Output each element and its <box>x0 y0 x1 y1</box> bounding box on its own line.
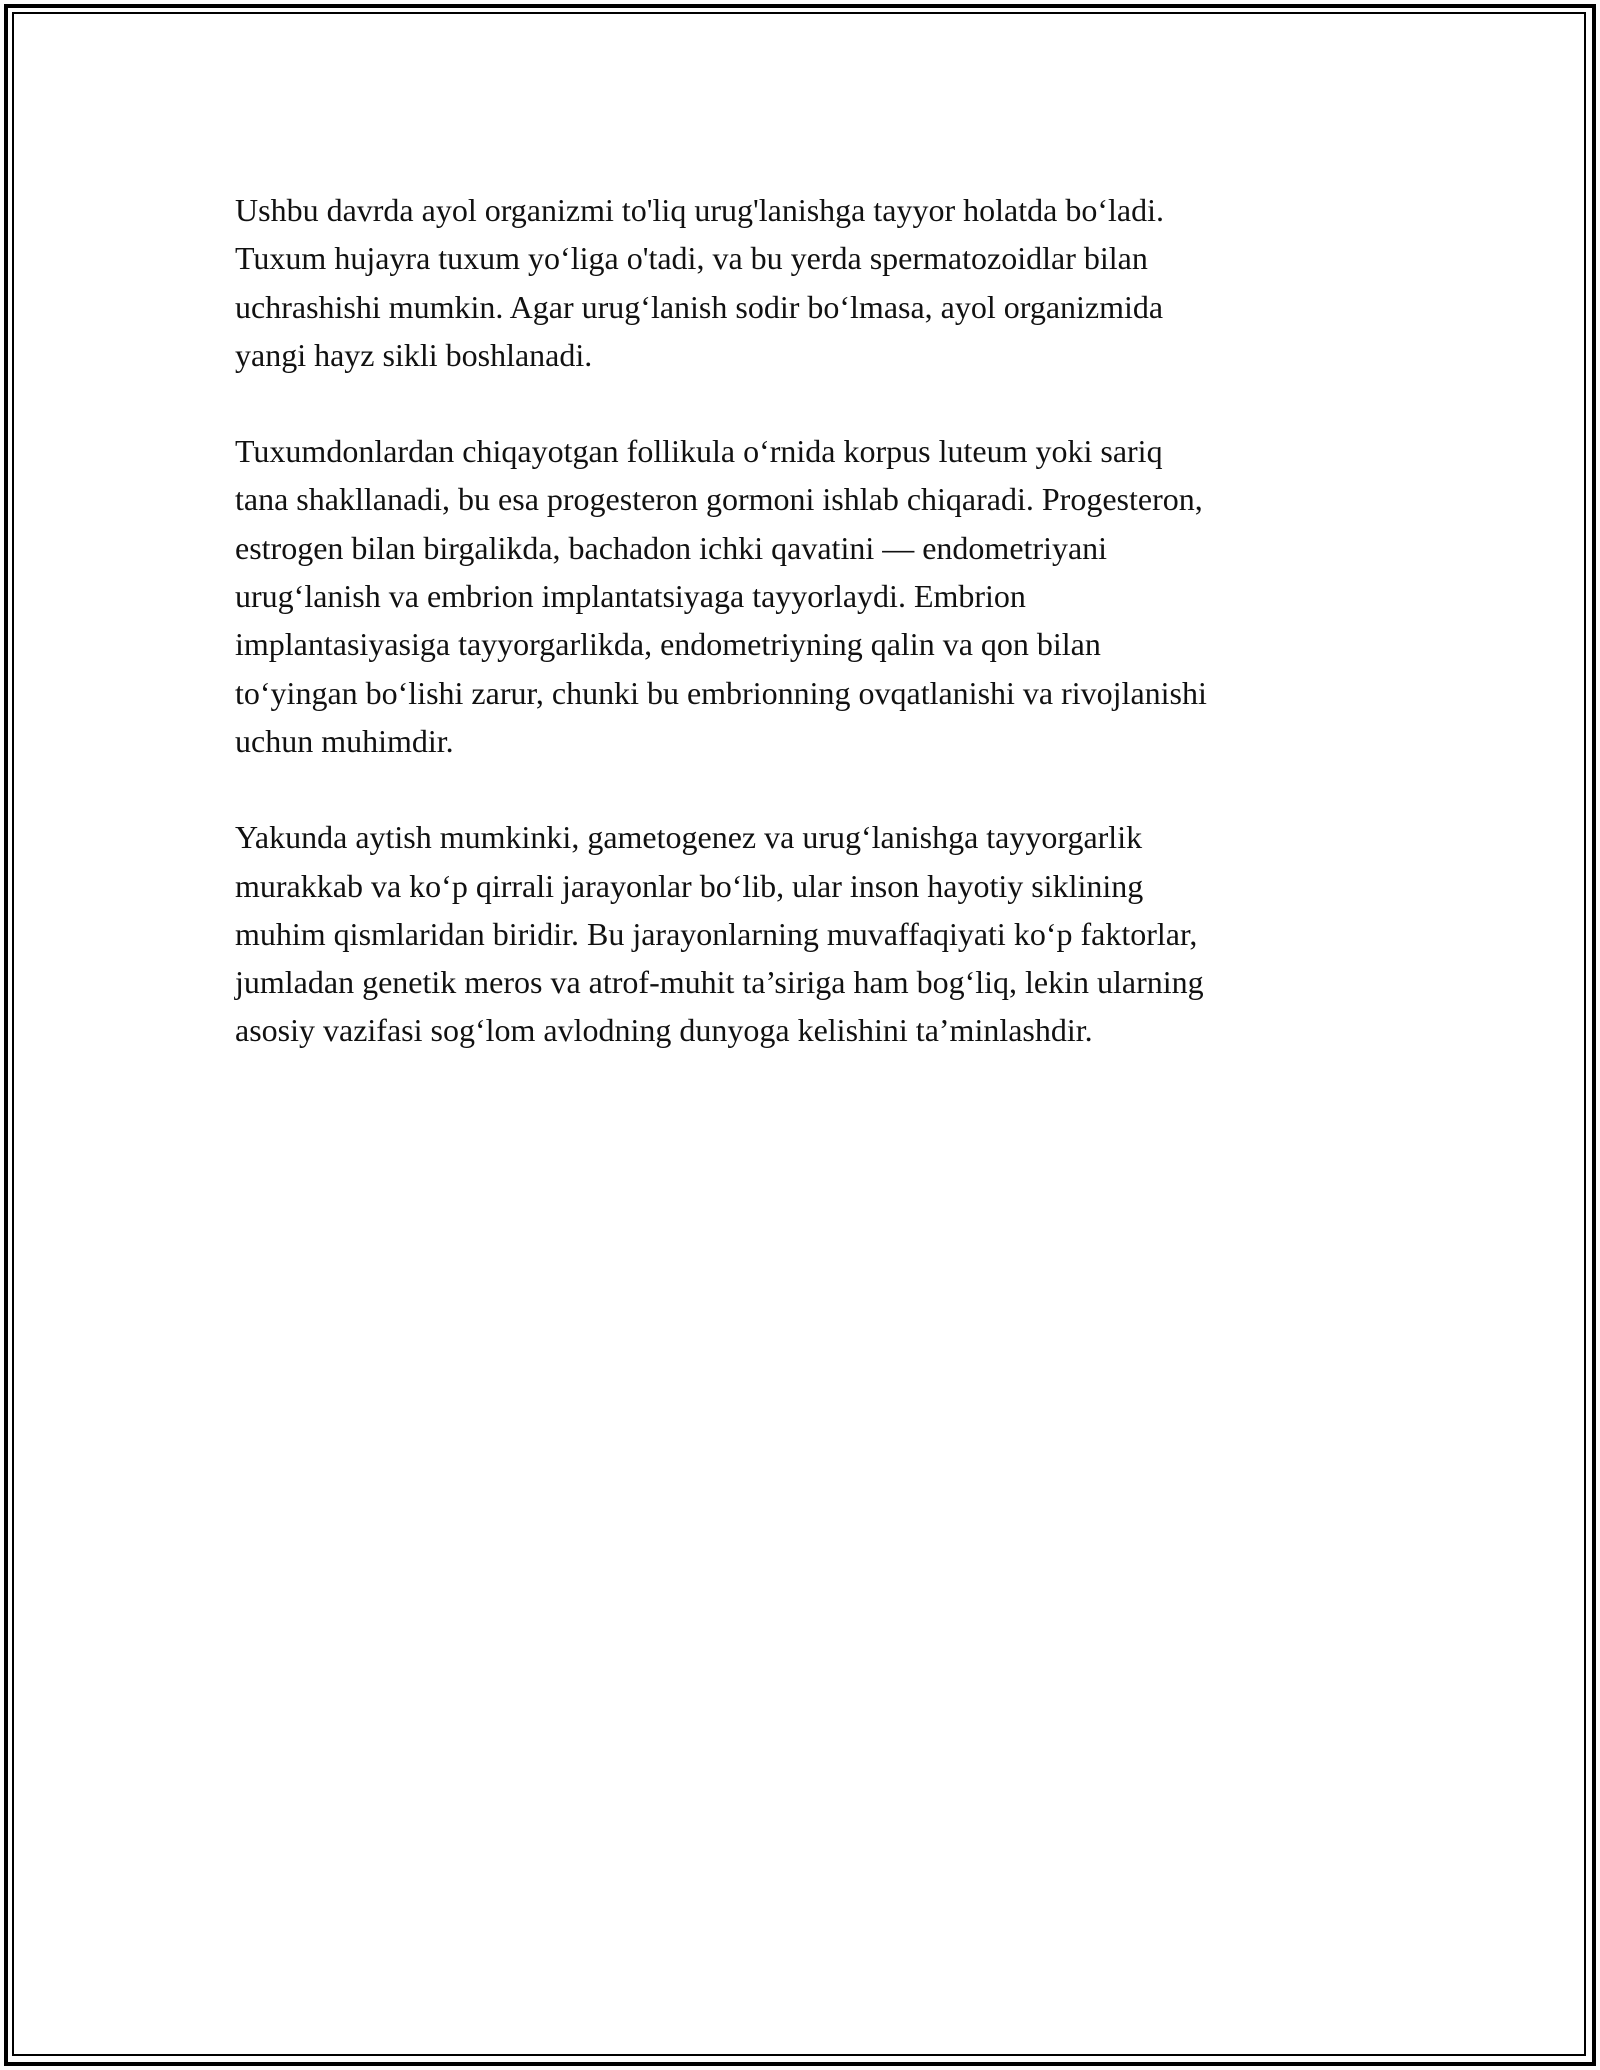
document-body <box>235 186 1365 1103</box>
paragraph-line: estrogen bilan birgalikda, bachadon ichki qavatini — endometriyani <box>235 529 1108 566</box>
paragraph-2 <box>235 427 1365 765</box>
paragraph-line: to‘yingan bo‘lishi zarur, chunki bu embrionning ovqatlanishi va rivojlanishi <box>235 674 1207 711</box>
paragraph-line: Yakunda aytish mumkinki, gametogenez va urug‘lanishga tayyorgarlik <box>235 819 1143 856</box>
paragraph-line: uchrashishi mumkin. Agar urug‘lanish sodir bo‘lmasa, ayol organizmida <box>235 288 1164 325</box>
paragraph-line: implantasiyasiga tayyorgarlikda, endometriyning qalin va qon bilan <box>235 626 1101 663</box>
paragraph-line: tana shakllanadi, bu esa progesteron gormoni ishlab chiqaradi. Progesteron, <box>235 481 1203 518</box>
paragraph-line: Tuxumdonlardan chiqayotgan follikula o‘rnida korpus luteum yoki sariq <box>235 433 1163 470</box>
paragraph-line: urug‘lanish va embrion implantatsiyaga tayyorlaydi. Embrion <box>235 578 1026 615</box>
paragraph-line: yangi hayz sikli boshlanadi. <box>235 336 593 373</box>
paragraph-line: Tuxum hujayra tuxum yo‘liga o'tadi, va bu yerda spermatozoidlar bilan <box>235 240 1148 277</box>
paragraph-line: uchun muhimdir. <box>235 722 454 759</box>
paragraph-line: murakkab va ko‘p qirrali jarayonlar bo‘lib, ular inson hayotiy siklining <box>235 867 1144 904</box>
paragraph-line: asosiy vazifasi sog‘lom avlodning dunyoga kelishini ta’minlashdir. <box>235 1012 1093 1049</box>
paragraph-3 <box>235 813 1365 1054</box>
paragraph-line: Ushbu davrda ayol organizmi to'liq urug'lanishga tayyor holatda bo‘ladi. <box>235 192 1164 228</box>
paragraph-line: jumladan genetik meros va atrof-muhit ta’siriga ham bog‘liq, lekin ularning <box>235 964 1204 1001</box>
paragraph-line: muhim qismlaridan biridir. Bu jarayonlarning muvaffaqiyati ko‘p faktorlar, <box>235 915 1198 952</box>
paragraph-1 <box>235 186 1365 379</box>
